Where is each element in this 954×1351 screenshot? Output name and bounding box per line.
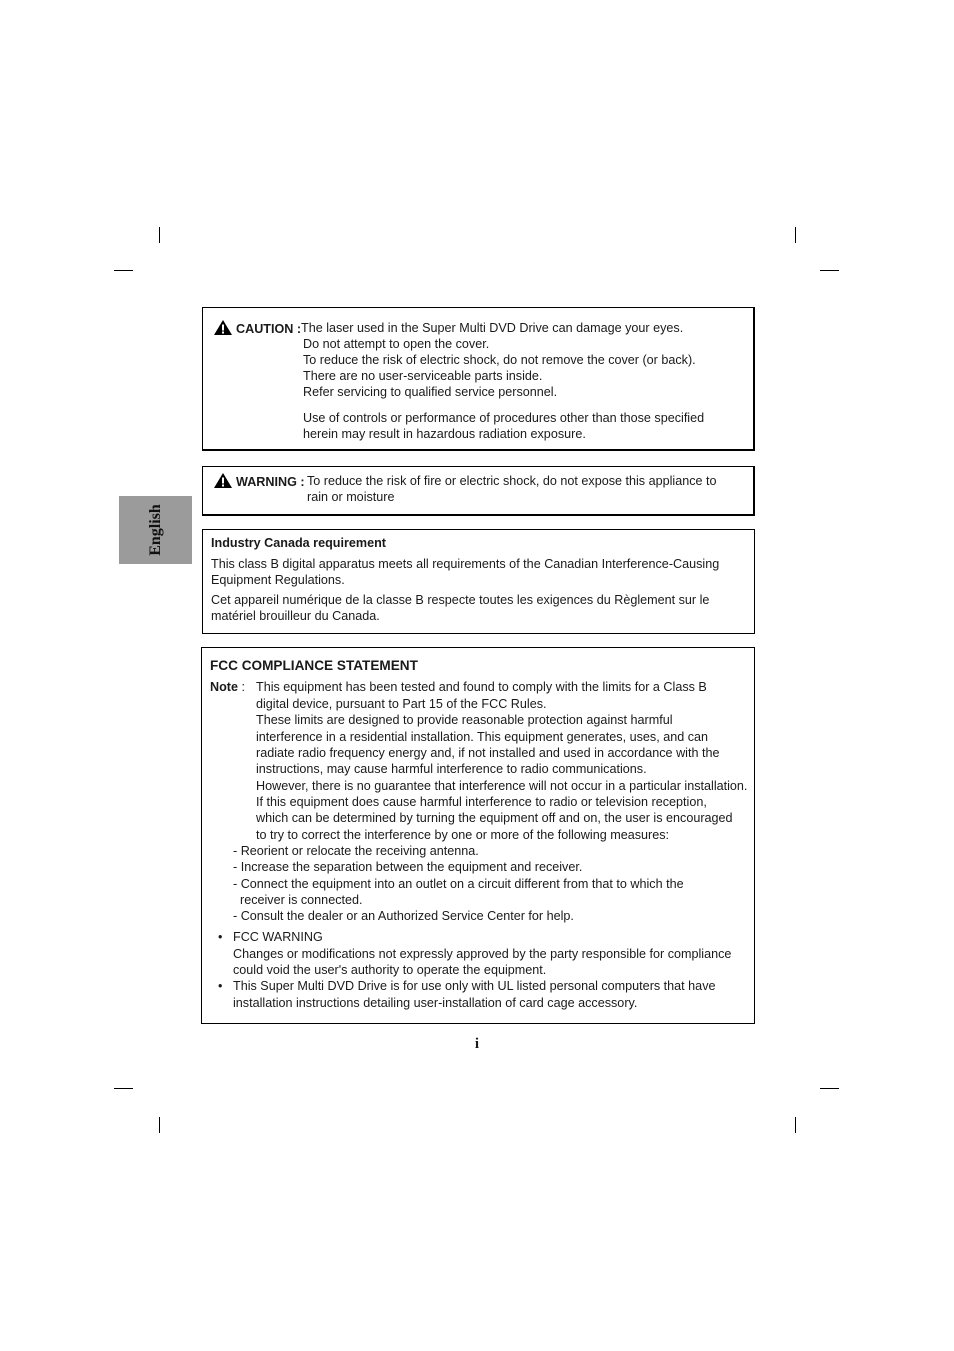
caution-line: There are no user-serviceable parts inside.	[303, 369, 543, 383]
fcc-note-separator: :	[241, 680, 245, 694]
industry-canada-title: Industry Canada requirement	[211, 536, 386, 550]
caution-line: To reduce the risk of electric shock, do not remove the cover (or back).	[303, 353, 696, 367]
fcc-ul-line: installation instructions detailing user-installation of card cage accessory.	[233, 996, 638, 1010]
caution-label: CAUTION :	[236, 322, 302, 336]
industry-canada-line: This class B digital apparatus meets all requirements of the Canadian Interference-Causing	[211, 557, 720, 571]
warning-label: WARNING :	[236, 475, 305, 489]
warning-heading	[214, 473, 305, 490]
fcc-warning-line: Changes or modifications not expressly approved by the party responsible for compliance	[233, 947, 732, 961]
warning-line: rain or moisture	[307, 490, 395, 504]
industry-canada-box	[202, 529, 755, 634]
fcc-note-line: radiate radio frequency energy and, if not installed and used in accordance with the	[256, 746, 720, 760]
industry-canada-line: Equipment Regulations.	[211, 573, 345, 587]
caution-line: herein may result in hazardous radiation exposure.	[303, 427, 586, 441]
fcc-measure-item: - Connect the equipment into an outlet on a circuit different from that to which the	[233, 877, 684, 891]
fcc-note-line: However, there is no guarantee that interference will not occur in a particular installation.	[256, 779, 748, 793]
crop-mark	[795, 227, 796, 243]
caution-heading	[214, 320, 301, 337]
industry-canada-line: matériel brouilleur du Canada.	[211, 609, 380, 623]
fcc-note-line: If this equipment does cause harmful interference to radio or television reception,	[256, 795, 707, 809]
caution-box	[202, 307, 755, 451]
fcc-note-line: instructions, may cause harmful interference to radio communications.	[256, 762, 647, 776]
fcc-note-line: to try to correct the interference by one or more of the following measures:	[256, 828, 669, 842]
crop-mark	[114, 1088, 133, 1089]
fcc-note-heading	[210, 679, 245, 695]
language-tab-label: English	[146, 504, 164, 556]
fcc-note-line: digital device, pursuant to Part 15 of the FCC Rules.	[256, 697, 547, 711]
crop-mark	[159, 227, 160, 243]
fcc-measure-item: - Increase the separation between the equipment and receiver.	[233, 860, 583, 874]
language-tab	[119, 496, 192, 564]
warning-box	[202, 466, 755, 516]
caution-line: The laser used in the Super Multi DVD Drive can damage your eyes.	[301, 321, 684, 335]
fcc-note-line: This equipment has been tested and found to comply with the limits for a Class B	[256, 680, 707, 694]
fcc-ul-bullet-line: • This Super Multi DVD Drive is for use only with UL listed personal computers that have	[233, 978, 716, 994]
industry-canada-line: Cet appareil numérique de la classe B respecte toutes les exigences du Règlement sur le	[211, 593, 710, 607]
fcc-measure-item: - Consult the dealer or an Authorized Service Center for help.	[233, 909, 574, 923]
caution-line: Do not attempt to open the cover.	[303, 337, 490, 351]
warning-triangle-icon	[214, 320, 232, 335]
warning-triangle-icon	[214, 473, 232, 488]
fcc-compliance-box	[201, 647, 755, 1024]
caution-line: Refer servicing to qualified service personnel.	[303, 385, 558, 399]
fcc-note-line: which can be determined by turning the equipment off and on, the user is encouraged	[256, 811, 733, 825]
caution-line: Use of controls or performance of procedures other than those specified	[303, 411, 705, 425]
crop-mark	[795, 1117, 796, 1133]
fcc-measure-item: - Reorient or relocate the receiving antenna.	[233, 844, 479, 858]
fcc-title: FCC COMPLIANCE STATEMENT	[210, 658, 418, 673]
page-number: i	[474, 1036, 480, 1052]
warning-line: To reduce the risk of fire or electric shock, do not expose this appliance to	[307, 474, 717, 488]
fcc-warning-bullet-title: • FCC WARNING	[233, 929, 323, 945]
fcc-note-line: interference in a residential installation. This equipment generates, uses, and can	[256, 730, 709, 744]
crop-mark	[114, 270, 133, 271]
fcc-measure-item: receiver is connected.	[233, 893, 363, 907]
crop-mark	[820, 270, 839, 271]
fcc-warning-line: could void the user's authority to operate the equipment.	[233, 963, 547, 977]
crop-mark	[159, 1117, 160, 1133]
crop-mark	[820, 1088, 839, 1089]
fcc-note-line: These limits are designed to provide reasonable protection against harmful	[256, 713, 673, 727]
fcc-note-label: Note	[210, 680, 238, 694]
